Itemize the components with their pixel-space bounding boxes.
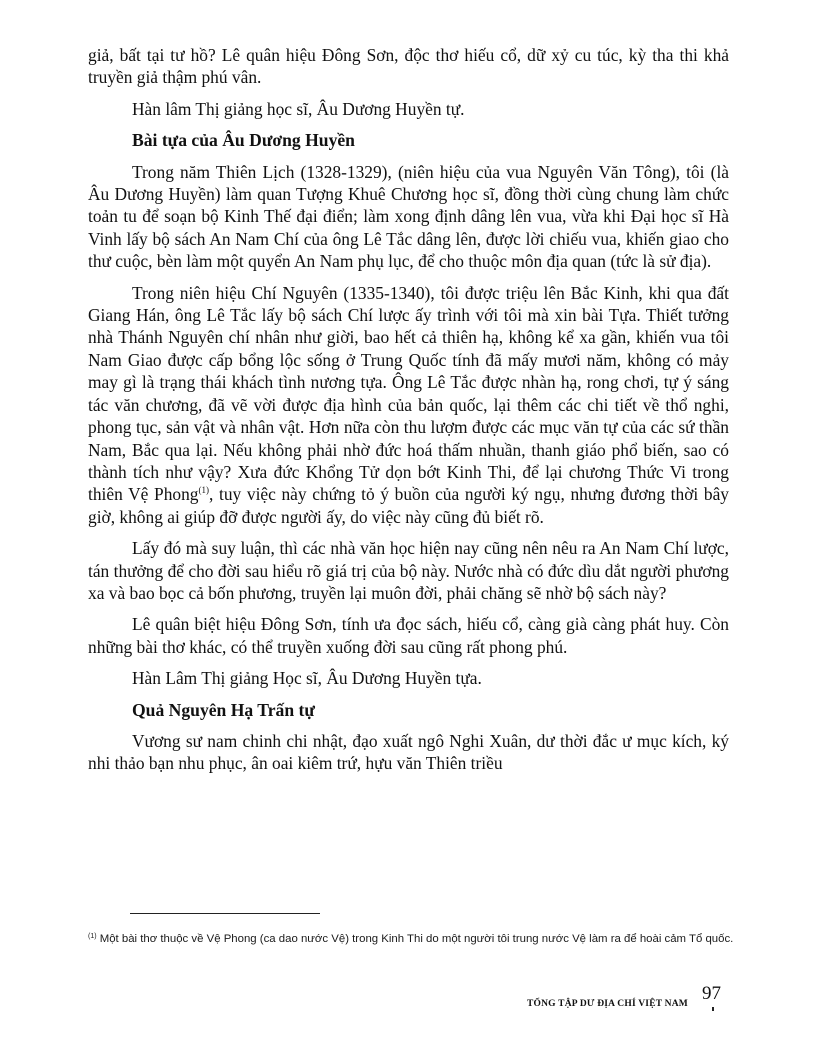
paragraph-text-after-footnote: , tuy việc này chứng tỏ ý buồn của người ký ngụ, nhưng đương thời bây giờ, không ai giúp đỡ được người ấy, do việc này cũng đủ biết rõ. xyxy=(88,484,729,527)
paragraph-text-before-footnote: Trong niên hiệu Chí Nguyên (1335-1340), tôi được triệu lên Bắc Kinh, khi qua đất Giang Hán, ông Lê Tắc lấy bộ sách Chí lược ấy trình với tôi mà xin bài Tựa. Thiết tưởng nhà Thánh Nguyên chí nhân như giời, bao hết cả thiên hạ, không kể xa gần, khiến vua tôi Nam Giao được cấp bổng lộc sống ở Trung Quốc tính đã mấy mươi năm, không có mảy may gì là trạng thái khách tình nương tựa. Ông Lê Tắc được nhàn hạ, rong chơi, tự ý sáng tác văn chương, đã vẽ vời được địa hình của bản quốc, lại thêm các chi tiết về thổ nghi, phong tục, sản vật và nhân vật. Hơn nữa còn thu lượm được các mục văn tự của các sứ thần Nam, Bắc qua lại. Nếu không phải nhờ đức hoá thấm nhuần, thanh giáo phổ biến, sao có thành tích như vậy? Xưa đức Khổng Tử dọn bớt Kinh Thi, để lại chương Thức Vi trong thiên Vệ Phong xyxy=(88,282,729,505)
footnote-reference[interactable]: (1) xyxy=(198,485,209,496)
body-paragraph: Lấy đó mà suy luận, thì các nhà văn học hiện nay cũng nên nêu ra An Nam Chí lược, tán thưởng để cho đời sau hiểu rõ giá trị của bộ này. Nước nhà có đức dìu dắt người phương xa và bao bọc cả bốn phương, truyền lại muôn đời, phải chăng sẽ nhờ bộ sách này? xyxy=(88,538,729,603)
footnote-text: Một bài thơ thuộc về Vệ Phong (ca dao nước Vệ) trong Kinh Thi do một người tôi trung nước Vệ làm ra để hoài cảm Tổ quốc. xyxy=(99,933,734,945)
body-paragraph-with-footnote xyxy=(88,282,729,528)
page-body xyxy=(88,44,729,784)
footnote-marker: (1) xyxy=(88,933,97,940)
signature-line: Hàn lâm Thị giảng học sĩ, Âu Dương Huyền tự. xyxy=(132,98,465,119)
running-footer-title: TỔNG TẬP DƯ ĐỊA CHÍ VIỆT NAM xyxy=(527,999,688,1009)
paragraph-continuation: giả, bất tại tư hồ? Lê quân hiệu Đông Sơn, độc thơ hiếu cổ, dữ xỷ cu túc, kỳ tha thi khả truyền giả thậm phú vân. xyxy=(88,45,729,88)
section-heading: Quả Nguyên Hạ Trấn tự xyxy=(132,699,315,720)
body-paragraph: Vương sư nam chinh chi nhật, đạo xuất ngô Nghi Xuân, dư thời đắc ư mục kích, ký nhi thảo bạn nhu phục, ân oai kiêm trứ, hựu văn Thiên triều xyxy=(88,730,729,774)
body-paragraph: Lê quân biệt hiệu Đông Sơn, tính ưa đọc sách, hiếu cổ, càng già càng phát huy. Còn những bài thơ khác, có thể truyền xuống đời sau cũng rất phong phú. xyxy=(88,614,729,657)
page-footer xyxy=(520,983,730,1013)
signature-line: Hàn Lâm Thị giảng Học sĩ, Âu Dương Huyền tựa. xyxy=(132,668,482,689)
body-paragraph: Trong năm Thiên Lịch (1328-1329), (niên hiệu của vua Nguyên Văn Tông), tôi (là Âu Dương Huyền) làm quan Tượng Khuê Chương học sĩ, đồng thời cùng chung làm chức toản tu để soạn bộ Kinh Thế đại điển; làm xong định dâng lên vua, vừa khi Đại học sĩ Hà Vinh lấy bộ sách An Nam Chí của ông Lê Tắc dâng lên, được lời chiếu vua, khiến giao cho thư cuộc, bèn làm một quyển An Nam phụ lục, để cho thuộc môn địa quan (tức là sử địa). xyxy=(88,161,729,272)
footnote xyxy=(88,929,738,949)
page-number-mark xyxy=(712,1007,714,1011)
section-heading: Bài tựa của Âu Dương Huyền xyxy=(132,130,355,151)
page-number: 97 xyxy=(702,983,721,1004)
footnote-separator xyxy=(130,913,320,914)
